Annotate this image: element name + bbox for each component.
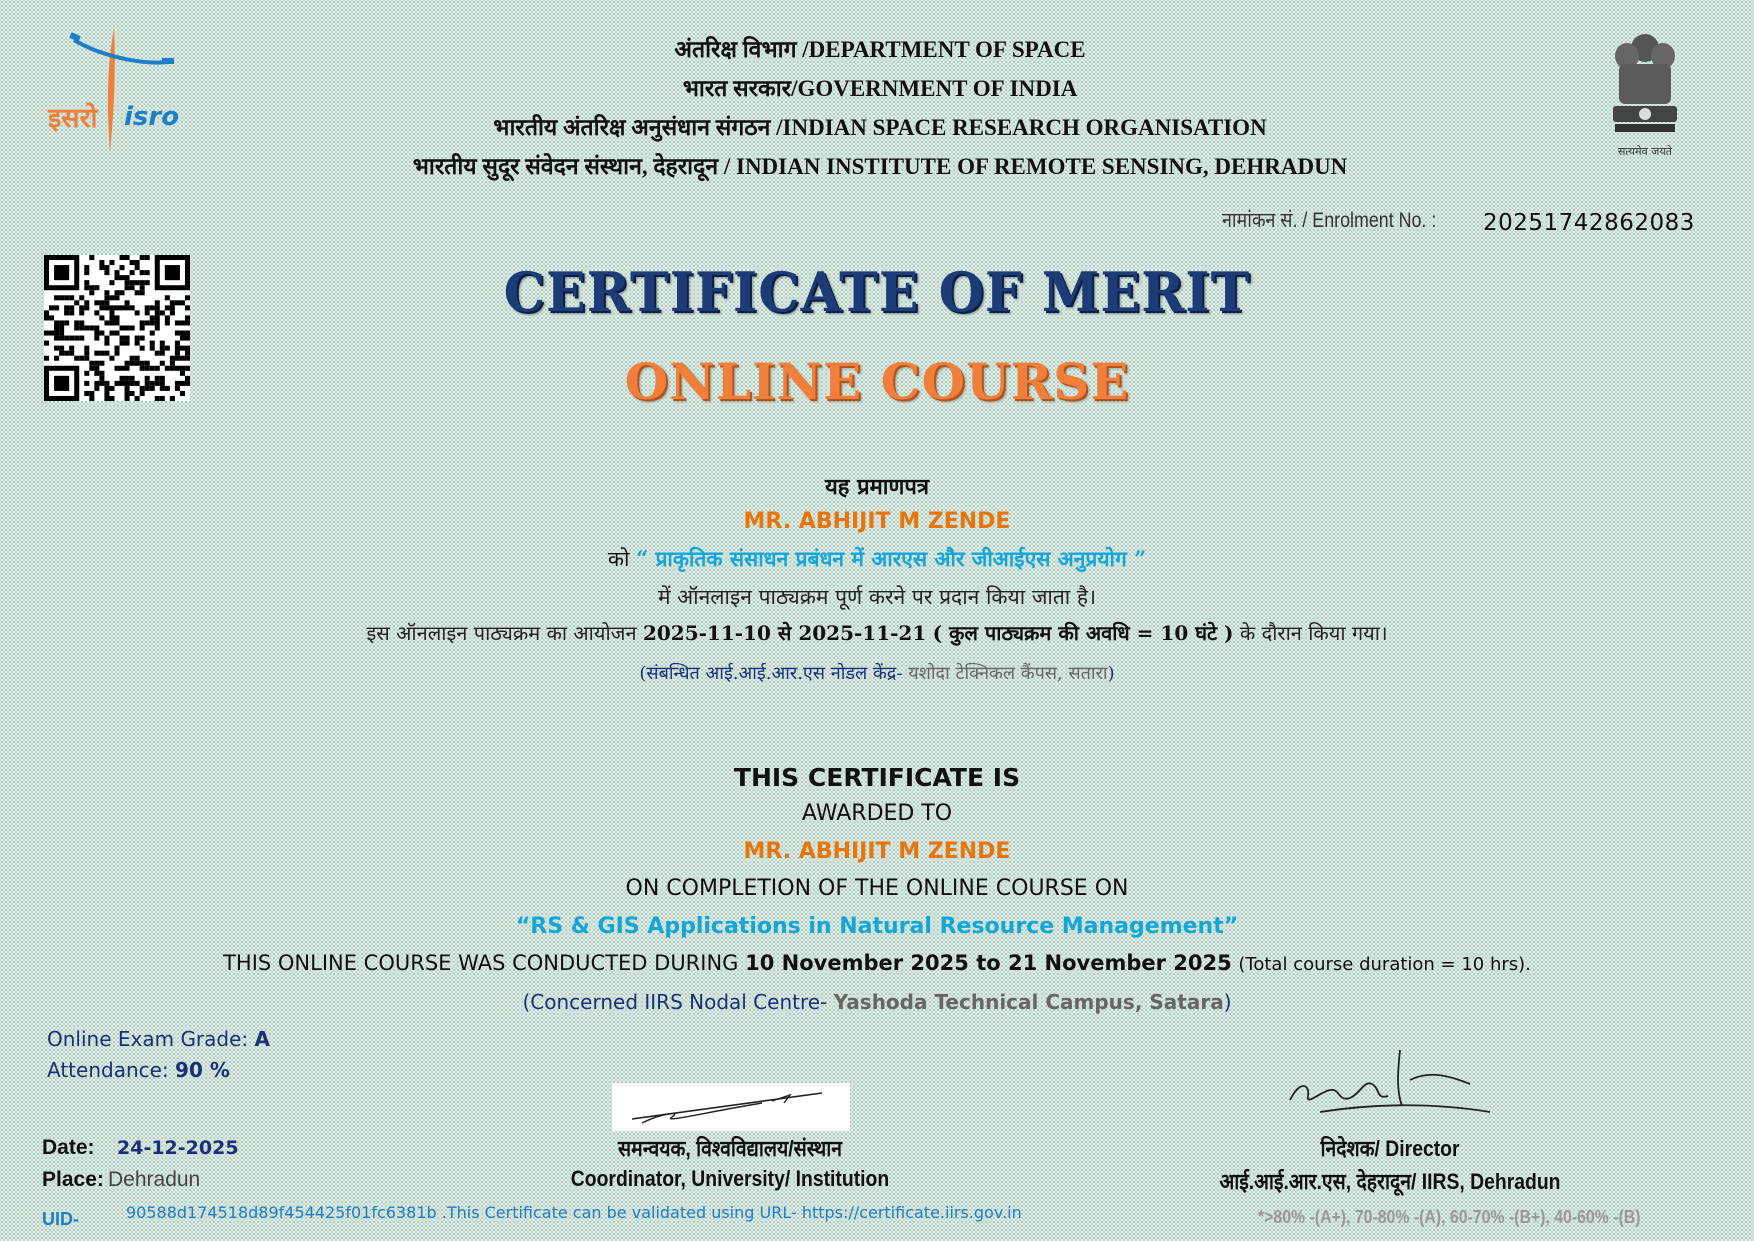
director-title-english: आई.आई.आर.एस, देहरादून/ IIRS, Dehradun: [1219, 1169, 1561, 1194]
hindi-nodal-pre: (संबन्धित आई.आई.आर.एस नोडल केंद्र-: [639, 663, 903, 684]
uid-label: UID-: [42, 1209, 79, 1229]
place-label: Place:: [42, 1168, 104, 1191]
place-value: Dehradun: [108, 1168, 201, 1191]
hindi-conducted-post: के दौरान किया गया।: [1239, 621, 1388, 645]
director-signature: [1280, 1040, 1500, 1125]
attendance-value: 90 %: [175, 1058, 230, 1082]
hindi-nodal-line: [0, 661, 1754, 685]
coordinator-signature: [612, 1083, 850, 1131]
hindi-conducted-pre: इस ऑनलाइन पाठ्यक्रम का आयोजन: [366, 621, 637, 645]
coordinator-title-english: Coordinator, University/ Institution: [570, 1166, 890, 1191]
enrolment-number: 20251742862083: [1483, 210, 1695, 236]
hindi-recipient-name: MR. ABHIJIT M ZENDE: [743, 509, 1011, 534]
logo-text-english: isro: [124, 102, 180, 132]
hindi-ko: को: [607, 547, 630, 571]
uid-validation-text[interactable]: 90588d174518d89f454425f01fc6381b .This Certificate can be validated using URL- https://certificate.iirs.gov.in: [126, 1203, 1022, 1222]
isro-logo: [44, 20, 184, 155]
english-nodal-line: [0, 990, 1754, 1014]
date-value: 24-12-2025: [117, 1137, 239, 1159]
hindi-course-line: [0, 545, 1754, 573]
english-conducted-line: [0, 951, 1754, 975]
certificate-title: CERTIFICATE OF MERIT: [503, 260, 1251, 325]
emblem-motto: सत्यमेव जयते: [1617, 145, 1672, 158]
director-title-hindi: निदेशक/ Director: [1320, 1136, 1460, 1161]
header-line-iirs: भारतीय सुदूर संवेदन संस्थान, देहरादून / INDIAN INSTITUTE OF REMOTE SENSING, DEHRADUN: [412, 154, 1348, 179]
header: [380, 32, 1380, 181]
english-line-certificate: THIS CERTIFICATE IS: [733, 763, 1021, 792]
hindi-nodal-centre: यशोदा टेक्निकल कैंपस, सतारा: [908, 663, 1108, 684]
hindi-duration: ( कुल पाठ्यक्रम की अवधि = 10 घंटे ): [932, 621, 1234, 645]
header-line-government: भारत सरकार/GOVERNMENT OF INDIA: [682, 76, 1078, 101]
director-signature-icon: [1280, 1040, 1500, 1125]
enrolment: [1222, 206, 1474, 234]
english-dates: 10 November 2025 to 21 November 2025: [745, 951, 1232, 975]
exam-grade-label: Online Exam Grade:: [47, 1027, 249, 1051]
certificate-subtitle: ONLINE COURSE: [624, 352, 1130, 411]
signature-icon: [612, 1083, 850, 1131]
coordinator-title-hindi: समन्वयक, विश्वविद्यालय/संस्थान: [618, 1136, 842, 1161]
english-course-name: “RS & GIS Applications in Natural Resource Management”: [515, 914, 1239, 939]
english-nodal-pre: (Concerned IIRS Nodal Centre-: [522, 990, 828, 1014]
english-conducted-pre: THIS ONLINE COURSE WAS CONDUCTED DURING: [223, 951, 739, 975]
header-line-isro: भारतीय अंतरिक्ष अनुसंधान संगठन /INDIAN SPACE RESEARCH ORGANISATION: [493, 115, 1267, 140]
grade-scale: *>80% -(A+), 70-80% -(A), 60-70% -(B+), 40-60% -(B): [1258, 1207, 1641, 1227]
english-line-completion: ON COMPLETION OF THE ONLINE COURSE ON: [625, 876, 1129, 901]
enrolment-label: नामांकन सं. / Enrolment No. :: [1222, 209, 1437, 232]
header-line-department: अंतरिक्ष विभाग /DEPARTMENT OF SPACE: [674, 37, 1086, 62]
english-line-awarded: AWARDED TO: [801, 801, 953, 826]
hindi-dates: 2025-11-10 से 2025-11-21: [642, 621, 927, 645]
hindi-conducted-line: [0, 619, 1754, 646]
hindi-completion: में ऑनलाइन पाठ्यक्रम पूर्ण करने पर प्रदान किया जाता है।: [657, 585, 1097, 609]
hindi-course-name: “ प्राकृतिक संसाधन प्रबंधन में आरएस और जीआईएस अनुप्रयोग ”: [636, 546, 1147, 571]
national-emblem: [1605, 26, 1685, 161]
attendance-label: Attendance:: [47, 1058, 169, 1082]
exam-grade: [47, 1027, 270, 1051]
english-nodal-centre: Yashoda Technical Campus, Satara: [833, 990, 1224, 1014]
ashoka-emblem-icon: [1605, 26, 1685, 141]
logo-text-hindi: इसरो: [48, 103, 98, 134]
hindi-nodal-post: ): [1107, 663, 1115, 684]
date-label: Date:: [42, 1136, 95, 1159]
attendance: [47, 1058, 230, 1082]
english-duration: (Total course duration = 10 hrs).: [1238, 954, 1531, 975]
exam-grade-value: A: [254, 1027, 270, 1051]
english-nodal-post: ): [1223, 990, 1232, 1014]
hindi-intro: यह प्रमाणपत्र: [824, 474, 930, 500]
english-recipient-name: MR. ABHIJIT M ZENDE: [743, 839, 1011, 864]
